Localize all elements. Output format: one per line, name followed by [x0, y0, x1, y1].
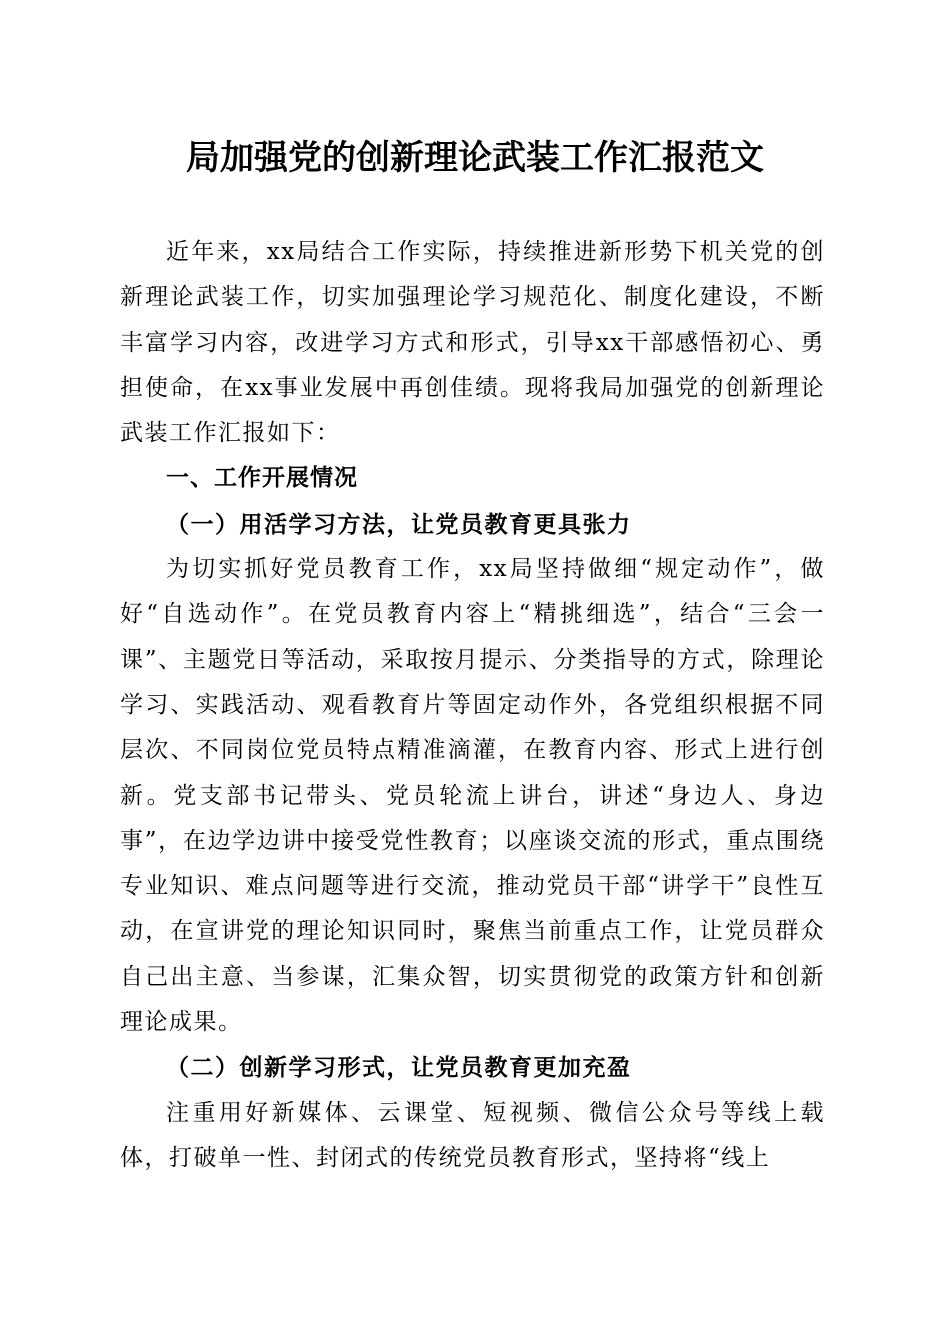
- subsection-heading-1: （一）用活学习方法，让党员教育更具张力: [166, 510, 632, 538]
- subsection-heading-2: （二）创新学习形式，让党员教育更加充盈: [166, 1054, 632, 1082]
- paragraph-intro: 近年来，xx局结合工作实际，持续推进新形势下机关党的创新理论武装工作，切实加强理论学习规范化、制度化建设，不断丰富学习内容，改进学习方式和形式，引导xx干部感悟初心、勇担使命，在xx事业发展中再创佳绩。现将我局加强党的创新理论武装工作汇报如下：: [120, 239, 825, 447]
- document-body: [120, 230, 825, 1181]
- document-title: 局加强党的创新理论武装工作汇报范文: [186, 138, 764, 178]
- paragraph-subsection-1: 为切实抓好党员教育工作，xx局坚持做细“规定动作”，做好“自选动作”。在党员教育内容上“精挑细选”，结合“三会一课”、主题党日等活动，采取按月提示、分类指导的方式，除理论学习、实践活动、观看教育片等固定动作外，各党组织根据不同层次、不同岗位党员特点精准滴灌，在教育内容、形式上进行创新。党支部书记带头、党员轮流上讲台，讲述“身边人、身边事”，在边学边讲中接受党性教育；以座谈交流的形式，重点围绕专业知识、难点问题等进行交流，推动党员干部“讲学干”良性互动，在宣讲党的理论知识同时，聚焦当前重点工作，让党员群众自己出主意、当参谋，汇集众智，切实贯彻党的政策方针和创新理论成果。: [120, 556, 825, 1036]
- section-heading-1: 一、工作开展情况: [166, 465, 358, 492]
- paragraph-subsection-2: 注重用好新媒体、云课堂、短视频、微信公众号等线上载体，打破单一性、封闭式的传统党员教育形式，坚持将“线上: [120, 1099, 825, 1171]
